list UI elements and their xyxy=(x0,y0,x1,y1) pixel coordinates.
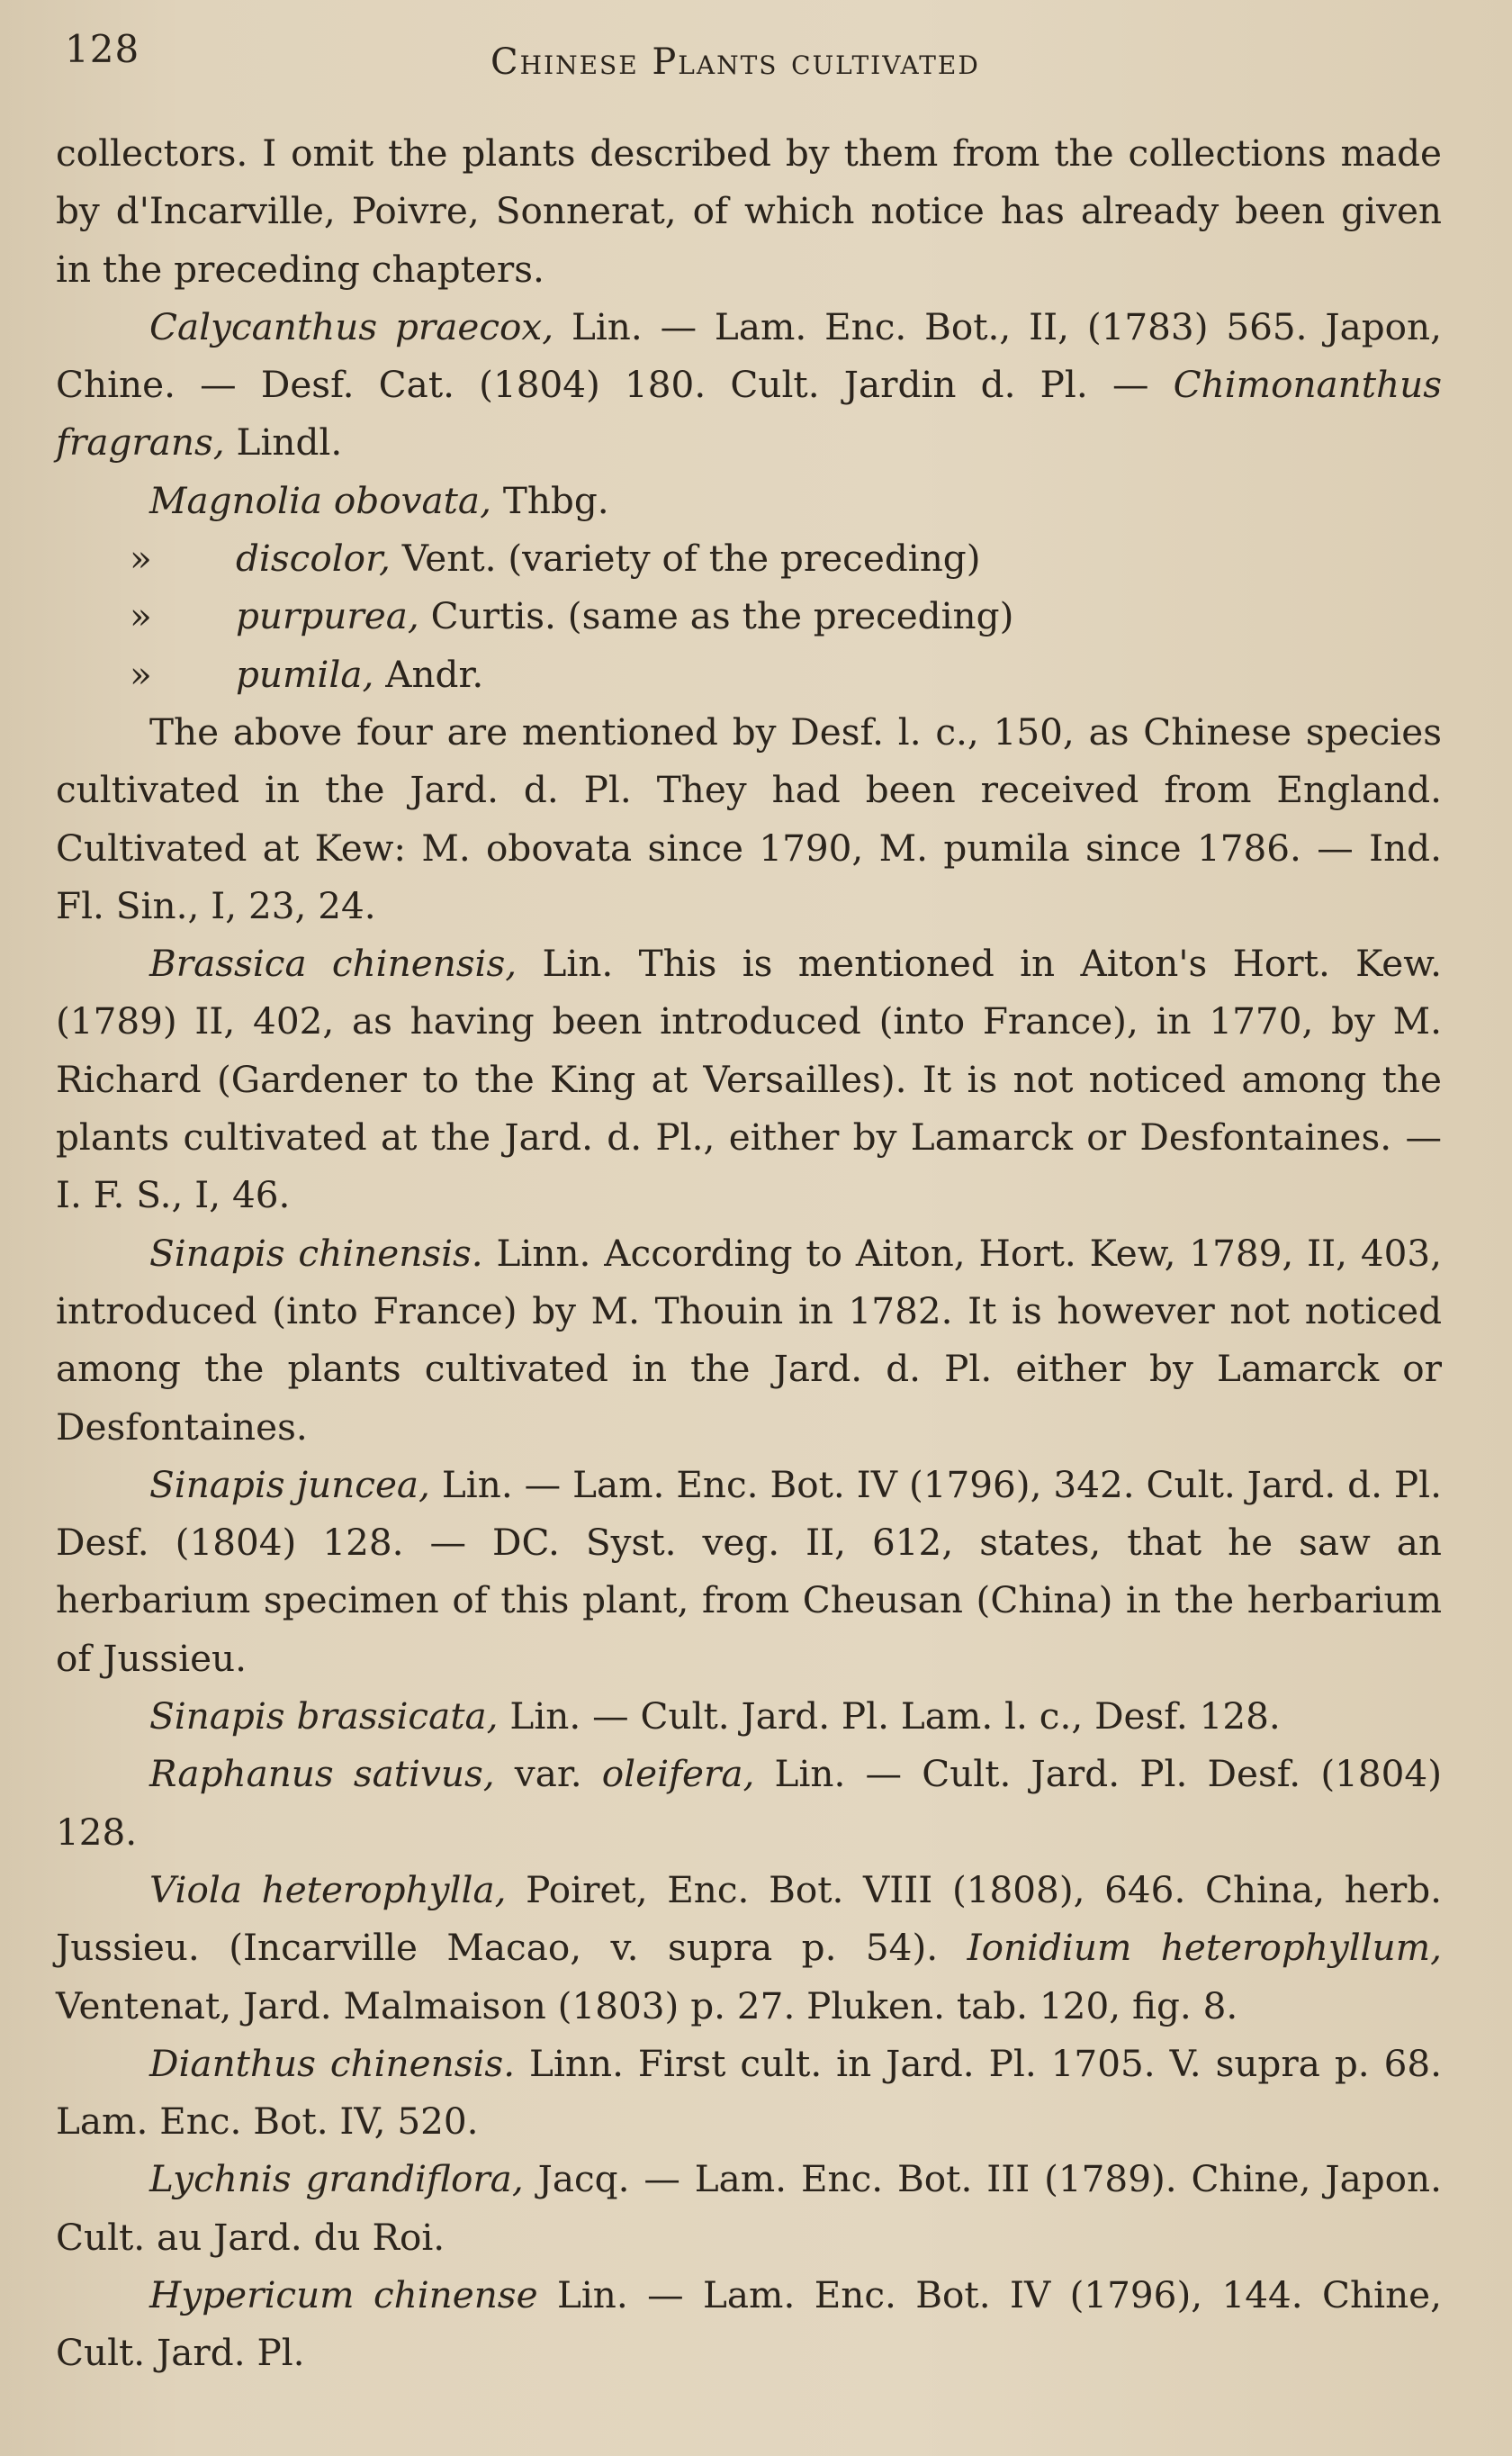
synonym-name: Ionidium heterophyllum, xyxy=(967,1926,1442,1970)
entry-viola-heterophylla: Viola heterophylla, Poiret, Enc. Bot. VIII (1808), 646. China, herb. Jussieu. (Incarville Macao, v. supra p. 54). Ionidium heterophyllum, Ventenat, Jard. Malmaison (1803) p. 27. Pluken. tab. 120, fig. 8. xyxy=(56,1867,1442,2027)
entry-hypericum-chinense: Hypericum chinense Lin. — Lam. Enc. Bot. IV (1796), 144. Chine, Cult. Jard. Pl. xyxy=(56,2272,1442,2375)
entry-calycanthus: Calycanthus praecox, Lin. — Lam. Enc. Bot., II, (1783) 565. Japon, Chine. — Desf. Cat. (1804) 180. Cult. Jardin d. Pl. — Chimonanthus fragrans, Lindl. xyxy=(56,304,1442,465)
entry-dianthus-chinensis: Dianthus chinensis. Linn. First cult. in Jard. Pl. 1705. V. supra p. 68. Lam. Enc. Bot. IV, 520. xyxy=(56,2041,1442,2144)
ditto-mark: » xyxy=(130,537,152,581)
species-name: pumila, xyxy=(236,652,374,696)
entry-magnolia: Magnolia obovata, Thbg. xyxy=(149,478,609,522)
entry-lychnis-grandiflora: Lychnis grandiflora, Jacq. — Lam. Enc. Bot. III (1789). Chine, Japon. Cult. au Jard. du Roi. xyxy=(56,2157,1442,2259)
entry-sinapis-juncea: Sinapis juncea, Lin. — Lam. Enc. Bot. IV (1796), 342. Cult. Jard. d. Pl. Desf. (1804) 128. — DC. Syst. veg. II, 612, states, that he saw an herbarium specimen of this plant, from Cheusan (China) in the herbarium of Jussieu. xyxy=(56,1462,1442,1680)
entry-sinapis-chinensis: Sinapis chinensis. Linn. According to Aiton, Hort. Kew, 1789, II, 403, introduced (into France) by M. Thouin in 1782. It is however not noticed among the plants cultivated in the Jard. d. Pl. either by Lamarck or Desfontaines. xyxy=(56,1231,1442,1449)
species-name: Sinapis juncea, xyxy=(149,1462,430,1506)
entry-sinapis-brassicata: Sinapis brassicata, Lin. — Cult. Jard. Pl. Lam. l. c., Desf. 128. xyxy=(149,1694,1281,1738)
subentry-discolor: » discolor, Vent. (variety of the preceding) xyxy=(56,529,1442,587)
synonym-name: Chimonanthus fragrans, xyxy=(56,363,1442,465)
species-name: Raphanus sativus, xyxy=(149,1752,495,1796)
running-head: Chinese Plants cultivated xyxy=(490,41,980,83)
species-name: Magnolia obovata, xyxy=(149,478,491,522)
subentry-pumila: » pumila, Andr. xyxy=(56,646,1442,703)
paragraph-continuation: collectors. I omit the plants described by them from the collections made by d'Incarville, Poivre, Sonnerat, of which notice has already been given in the preceding chapters. xyxy=(56,131,1442,291)
species-name: purpurea, xyxy=(236,594,419,638)
variety-name: oleifera, xyxy=(601,1752,755,1796)
paragraph-magnolia-note: The above four are mentioned by Desf. l. c., 150, as Chinese species cultivated in the Jard. d. Pl. They had been received from England. Cultivated at Kew: M. obovata since 1790, M. pumila since 1786. — Ind. Fl. Sin., I, 23, 24. xyxy=(56,709,1442,927)
species-name: Hypericum chinense xyxy=(149,2272,538,2316)
species-name: Brassica chinensis, xyxy=(149,942,518,986)
species-name: Dianthus chinensis. xyxy=(149,2041,516,2085)
entry-raphanus-sativus: Raphanus sativus, var. oleifera, Lin. — Cult. Jard. Pl. Desf. (1804) 128. xyxy=(56,1752,1442,1854)
subentry-purpurea: » purpurea, Curtis. (same as the preceding) xyxy=(56,587,1442,645)
species-name: Lychnis grandiflora, xyxy=(149,2157,524,2201)
page-number: 128 xyxy=(65,27,140,71)
species-name: Viola heterophylla, xyxy=(149,1867,507,1911)
ditto-mark: » xyxy=(130,652,152,696)
ditto-mark: » xyxy=(130,594,152,638)
species-name: Calycanthus praecox, xyxy=(149,304,554,348)
species-name: Sinapis brassicata, xyxy=(149,1694,499,1738)
body-text xyxy=(56,124,1442,2382)
entry-brassica-chinensis: Brassica chinensis, Lin. This is mentioned in Aiton's Hort. Kew. (1789) II, 402, as having been introduced (into France), in 1770, by M. Richard (Gardener to the King at Versailles). It is not noticed among the plants cultivated at the Jard. d. Pl., either by Lamarck or Desfontaines. — I. F. S., I, 46. xyxy=(56,942,1442,1217)
species-name: Sinapis chinensis. xyxy=(149,1231,483,1275)
species-name: discolor, xyxy=(236,537,391,581)
